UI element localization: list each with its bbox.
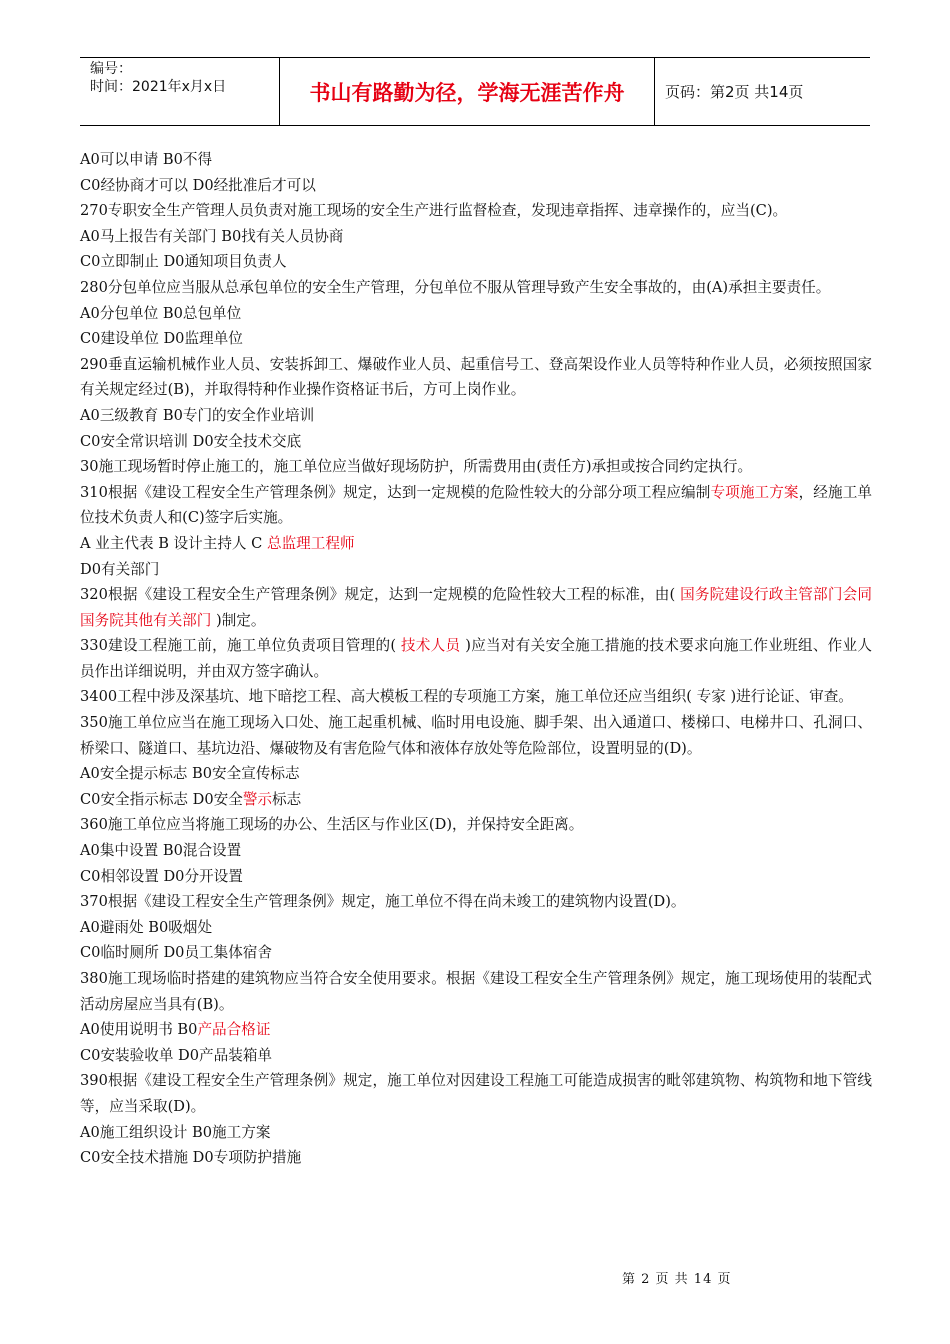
question-39: 390根据《建设工程安全生产管理条例》规定，施工单位对因建设工程施工可能造成损害的毗邻建筑物、构筑物和地下管线等，应当采取(D)。 xyxy=(80,1072,872,1115)
question-27: 270专职安全生产管理人员负责对施工现场的安全生产进行监督检查，发现违章指挥、违章操作的，应当(C)。 xyxy=(80,202,788,220)
document-number-label: 编号： xyxy=(90,61,132,77)
document-time: 时间：2021年x月x日 xyxy=(90,79,227,95)
question-37: 370根据《建设工程安全生产管理条例》规定，施工单位不得在尚未竣工的建筑物内设置(D)。 xyxy=(80,893,686,911)
option-line xyxy=(80,1017,872,1043)
option-line: A0集中设置 B0混合设置 xyxy=(80,842,242,860)
question-text: 320根据《建设工程安全生产管理条例》规定，达到一定规模的危险性较大工程的标准，由( xyxy=(80,586,681,604)
question-text: ，经施工单位技术负责人和(C)签字后实施。 xyxy=(80,483,872,527)
highlighted-answer: 专项施工方案 xyxy=(710,483,799,501)
question-38: 380施工现场临时搭建的建筑物应当符合安全使用要求。根据《建设工程安全生产管理条例》规定，施工现场使用的装配式活动房屋应当具有(B)。 xyxy=(80,970,872,1013)
page-header xyxy=(80,57,870,126)
option-text: C0安全指示标志 D0安全 xyxy=(80,790,243,808)
option-line: A0避雨处 B0吸烟处 xyxy=(80,918,213,936)
option-line: A0三级教育 B0专门的安全作业培训 xyxy=(80,406,315,424)
highlighted-answer: 产品合格证 xyxy=(197,1021,271,1039)
question-31 xyxy=(80,480,872,531)
option-line: C0安装验收单 D0产品装箱单 xyxy=(80,1046,273,1064)
option-text: A0使用说明书 B0 xyxy=(80,1021,198,1039)
question-28: 280分包单位应当服从总承包单位的安全生产管理，分包单位不服从管理导致产生安全事故的，由(A)承担主要责任。 xyxy=(80,278,831,296)
question-32 xyxy=(80,582,872,633)
option-line: C0安全技术措施 D0专项防护措施 xyxy=(80,1149,302,1167)
question-36: 360施工单位应当将施工现场的办公、生活区与作业区(D)，并保持安全距离。 xyxy=(80,816,584,834)
highlighted-answer: 技术人员 xyxy=(400,637,461,655)
question-33 xyxy=(80,633,872,684)
option-line: A0安全提示标志 B0安全宣传标志 xyxy=(80,765,300,783)
highlighted-answer: 国务院建设行政主管部门会同国务院其他有关部门 xyxy=(80,586,872,629)
option-line: D0有关部门 xyxy=(80,560,160,578)
option-line xyxy=(80,531,872,557)
header-motto: 书山有路勤为径，学海无涯苦作舟 xyxy=(280,58,655,125)
highlighted-answer: 警示 xyxy=(242,790,273,808)
option-line: C0立即制止 D0通知项目负责人 xyxy=(80,253,287,271)
option-line: C0建设单位 D0监理单位 xyxy=(80,330,243,348)
highlighted-answer: 总监理工程师 xyxy=(266,534,355,552)
question-text: )应当对有关安全施工措施的技术要求向施工作业班组、作业人员作出详细说明，并由双方签字确认。 xyxy=(80,637,872,680)
question-text: )制定。 xyxy=(211,611,266,629)
question-text: 330建设工程施工前，施工单位负责项目管理的( xyxy=(80,637,401,655)
option-line: A0可以申请 B0不得 xyxy=(80,151,213,168)
option-text: 标志 xyxy=(272,790,302,808)
question-34: 3400工程中涉及深基坑、地下暗挖工程、高大模板工程的专项施工方案，施工单位还应当组织( 专家 )进行论证、审查。 xyxy=(80,688,853,706)
page-footer: 第 2 页 共 14 页 xyxy=(622,1272,732,1287)
option-line: C0临时厕所 D0员工集体宿舍 xyxy=(80,944,273,962)
option-line: A0马上报告有关部门 B0找有关人员协商 xyxy=(80,227,344,245)
header-meta xyxy=(80,58,280,125)
document-body xyxy=(80,147,872,1171)
question-text: 310根据《建设工程安全生产管理条例》规定，达到一定规模的危险性较大的分部分项工程应编制 xyxy=(80,483,711,501)
question-30: 30施工现场暂时停止施工的，施工单位应当做好现场防护，所需费用由(责任方)承担或按合同约定执行。 xyxy=(80,458,753,476)
option-line: A0分包单位 B0总包单位 xyxy=(80,304,242,322)
option-line xyxy=(80,787,872,813)
question-29: 290垂直运输机械作业人员、安装拆卸工、爆破作业人员、起重信号工、登高架设作业人员等特种作业人员，必须按照国家有关规定经过(B)，并取得特种作业操作资格证书后，方可上岗作业。 xyxy=(80,355,872,399)
option-line: C0经协商才可以 D0经批准后才可以 xyxy=(80,176,316,194)
option-line: A0施工组织设计 B0施工方案 xyxy=(80,1123,271,1141)
question-35: 350施工单位应当在施工现场入口处、施工起重机械、临时用电设施、脚手架、出入通道口、楼梯口、电梯井口、孔洞口、桥梁口、隧道口、基坑边沿、爆破物及有害危险气体和液体存放处等危险部位，设置明显的(D)。 xyxy=(80,714,872,757)
header-page-info: 页码：第2页 共14页 xyxy=(665,83,804,101)
option-line: C0安全常识培训 D0安全技术交底 xyxy=(80,432,302,450)
option-text: A 业主代表 B 设计主持人 C xyxy=(80,534,267,552)
option-line: C0相邻设置 D0分开设置 xyxy=(80,867,243,885)
